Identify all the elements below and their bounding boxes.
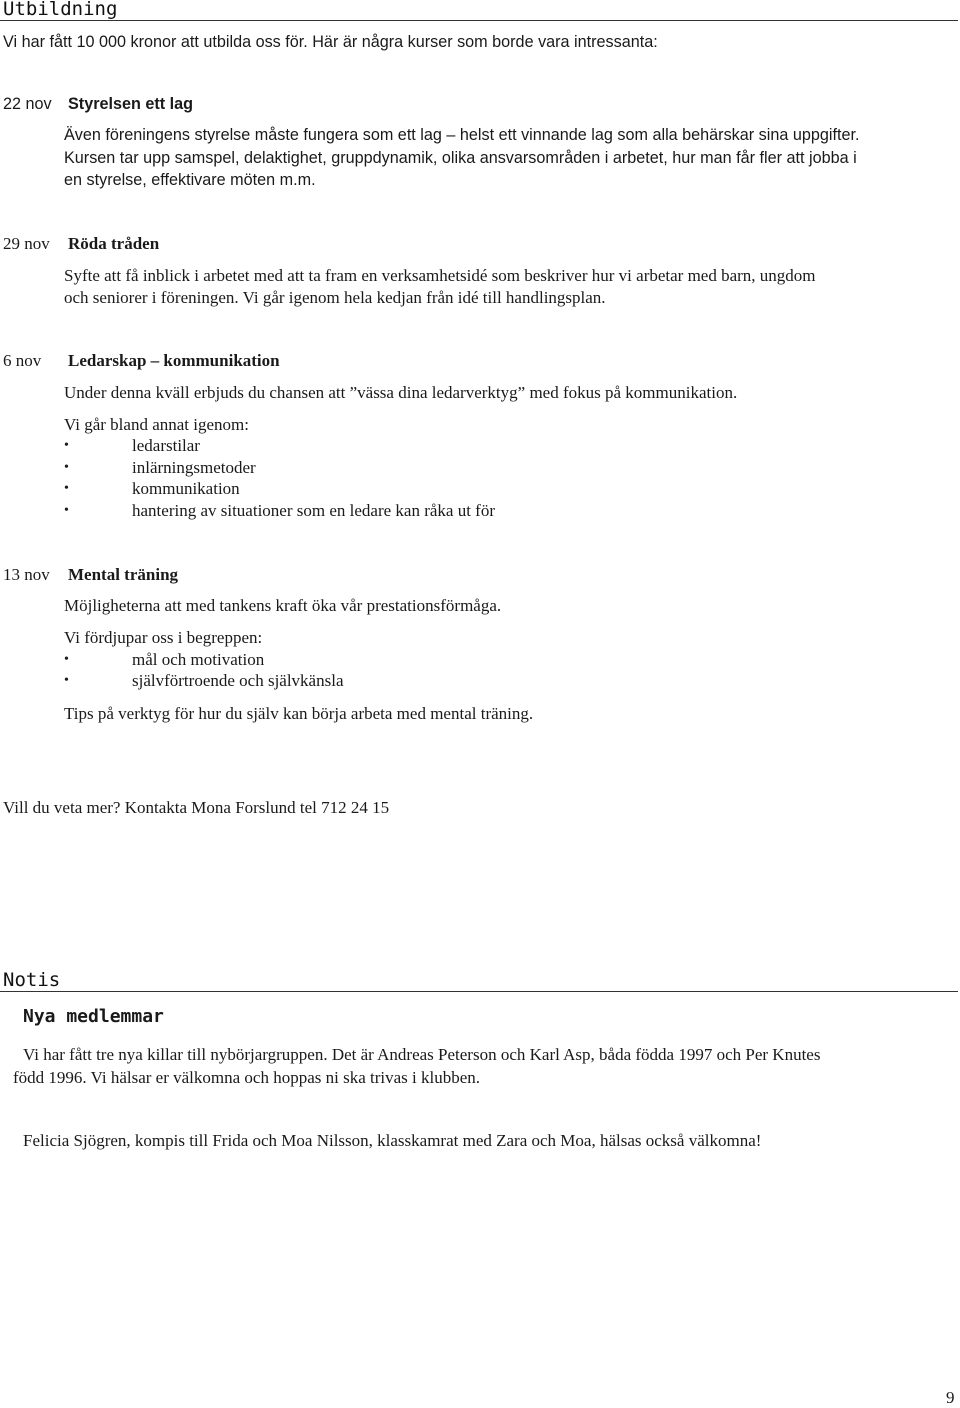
course-title: Mental träning — [68, 565, 179, 584]
notis-paragraph-line: född 1996. Vi hälsar er välkomna och hoppas ni ska trivas i klubben. — [13, 1068, 481, 1087]
course-outro: Tips på verktyg för hur du själv kan börja arbeta med mental träning. — [64, 704, 534, 723]
bullet-icon: • — [64, 652, 69, 667]
course-date: 6 nov — [3, 351, 42, 370]
page-number: 9 — [946, 1388, 955, 1407]
course-title: Röda tråden — [68, 234, 160, 253]
contact-text: Vill du veta mer? Kontakta Mona Forslund tel 712 24 15 — [3, 798, 390, 817]
section-heading-utbildning: Utbildning — [3, 0, 118, 20]
notis-subheading: Nya medlemmar — [23, 1006, 164, 1027]
bullet-icon: • — [64, 438, 69, 453]
list-intro: Vi går bland annat igenom: — [64, 415, 249, 434]
course-description-line: en styrelse, effektivare möten m.m. — [64, 171, 316, 189]
list-intro: Vi fördjupar oss i begreppen: — [64, 628, 263, 647]
course-description-line: Syfte att få inblick i arbetet med att ta fram en verksamhetsidé som beskriver hur vi arbetar med barn, ungdom — [64, 266, 816, 285]
heading-rule — [0, 20, 958, 21]
course-description-line: och seniorer i föreningen. Vi går igenom hela kedjan från idé till handlingsplan. — [64, 288, 606, 307]
section-heading-notis: Notis — [3, 969, 61, 991]
list-item: kommunikation — [132, 479, 240, 498]
list-item: ledarstilar — [132, 436, 200, 455]
notis-paragraph-line: Vi har fått tre nya killar till nybörjargruppen. Det är Andreas Peterson och Karl Asp, båda födda 1997 och Per Knutes — [23, 1045, 821, 1064]
course-description-line: Under denna kväll erbjuds du chansen att ”vässa dina ledarverktyg” med fokus på kommunikation. — [64, 383, 738, 402]
course-date: 13 nov — [3, 565, 50, 584]
list-item: självförtroende och självkänsla — [132, 671, 344, 690]
list-item: hantering av situationer som en ledare kan råka ut för — [132, 501, 496, 520]
course-title: Ledarskap – kommunikation — [68, 351, 280, 370]
course-title: Styrelsen ett lag — [68, 95, 194, 113]
course-description-line: Möjligheterna att med tankens kraft öka vår prestationsförmåga. — [64, 596, 502, 615]
list-item: inlärningsmetoder — [132, 458, 256, 477]
bullet-icon: • — [64, 503, 69, 518]
intro-text: Vi har fått 10 000 kronor att utbilda oss för. Här är några kurser som borde vara intressanta: — [3, 33, 658, 51]
bullet-icon: • — [64, 673, 69, 688]
course-date: 22 nov — [3, 95, 52, 113]
bullet-icon: • — [64, 460, 69, 475]
list-item: mål och motivation — [132, 650, 265, 669]
course-description-line: Även föreningens styrelse måste fungera som ett lag – helst ett vinnande lag som alla behärskar sina uppgifter. — [64, 126, 860, 144]
bullet-icon: • — [64, 481, 69, 496]
course-description-line: Kursen tar upp samspel, delaktighet, gruppdynamik, olika ansvarsområden i arbetet, hur man får fler att jobba i — [64, 149, 857, 167]
course-date: 29 nov — [3, 234, 50, 253]
notis-welcome: Felicia Sjögren, kompis till Frida och Moa Nilsson, klasskamrat med Zara och Moa, hälsas också välkomna! — [23, 1131, 762, 1150]
heading-rule — [0, 991, 958, 992]
